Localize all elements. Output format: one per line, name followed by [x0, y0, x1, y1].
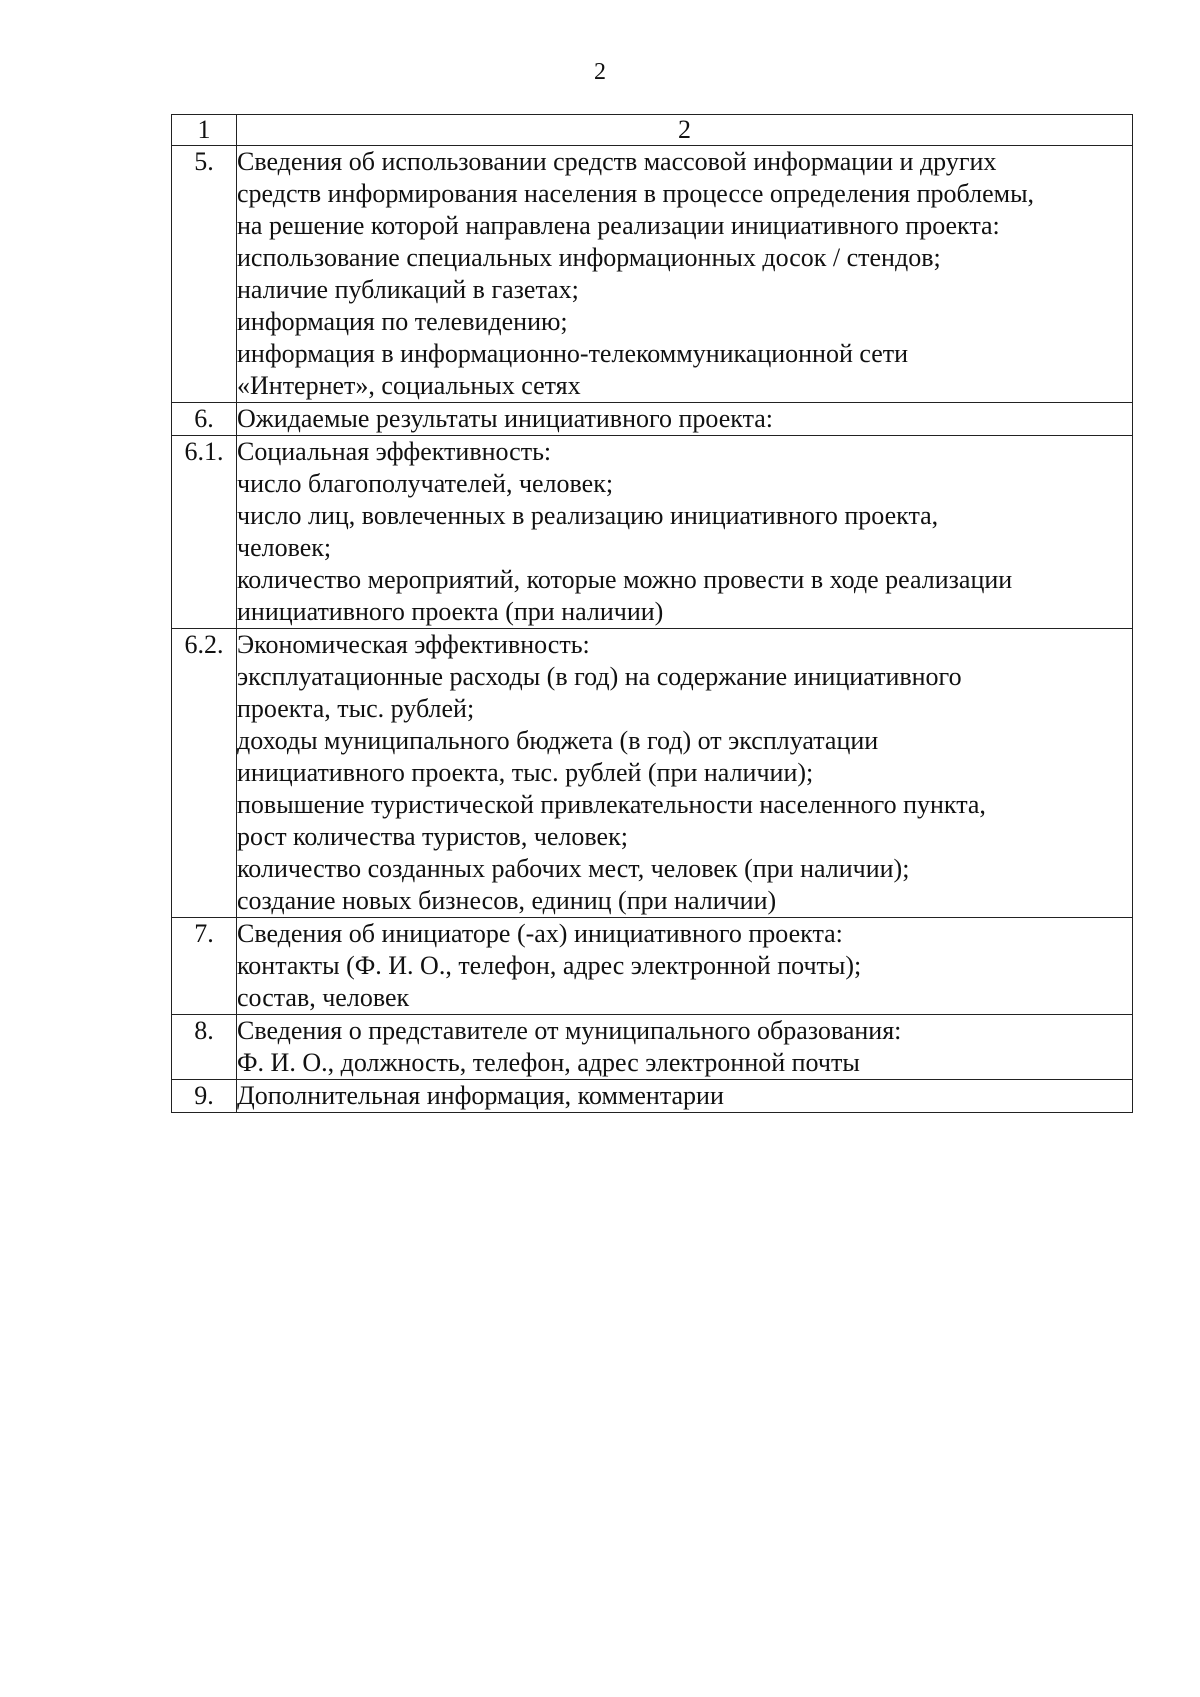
content-line: Дополнительная информация, комментарии: [237, 1081, 724, 1110]
table-header-row: [172, 115, 1133, 146]
table-row: [172, 1015, 1133, 1080]
row-content: [237, 1080, 1133, 1113]
content-line: количество мероприятий, которые можно провести в ходе реализации: [237, 565, 1013, 594]
row-number: 8.: [172, 1015, 237, 1080]
content-line: Экономическая эффективность:: [237, 630, 590, 659]
table-row: [172, 146, 1133, 403]
page-number: 2: [594, 59, 606, 85]
content-line: Сведения об инициаторе (-ах) инициативного проекта:: [237, 919, 843, 948]
content-line: состав, человек: [237, 983, 410, 1012]
row-content: [237, 436, 1133, 629]
content-line: Сведения о представителе от муниципального образования:: [237, 1016, 902, 1045]
content-line: повышение туристической привлекательности населенного пункта,: [237, 790, 986, 819]
row-content: [237, 146, 1133, 403]
document-table: [171, 114, 1133, 1113]
header-col-text: 2: [237, 115, 1133, 146]
table-row: [172, 629, 1133, 918]
table-body: [172, 115, 1133, 1113]
content-line: Социальная эффективность:: [237, 437, 552, 466]
content-line: использование специальных информационных досок / стендов;: [237, 243, 941, 272]
content-line: число лиц, вовлеченных в реализацию инициативного проекта,: [237, 501, 939, 530]
table-row: [172, 1080, 1133, 1113]
content-line: проекта, тыс. рублей;: [237, 694, 475, 723]
content-line: информация в информационно-телекоммуникационной сети: [237, 339, 909, 368]
content-line: рост количества туристов, человек;: [237, 822, 628, 851]
content-line: эксплуатационные расходы (в год) на содержание инициативного: [237, 662, 962, 691]
row-number: 9.: [172, 1080, 237, 1113]
content-line: доходы муниципального бюджета (в год) от эксплуатации: [237, 726, 879, 755]
content-line: Ожидаемые результаты инициативного проекта:: [237, 404, 774, 433]
content-line: Сведения об использовании средств массовой информации и других: [237, 147, 997, 176]
row-content: [237, 629, 1133, 918]
header-col-number: 1: [172, 115, 237, 146]
row-number: 7.: [172, 918, 237, 1015]
content-line: средств информирования населения в процессе определения проблемы,: [237, 179, 1035, 208]
content-line: человек;: [237, 533, 332, 562]
row-content: [237, 1015, 1133, 1080]
content-line: количество созданных рабочих мест, человек (при наличии);: [237, 854, 910, 883]
row-number: 5.: [172, 146, 237, 403]
row-number: 6.1.: [172, 436, 237, 629]
table-row: [172, 403, 1133, 436]
content-line: инициативного проекта, тыс. рублей (при наличии);: [237, 758, 814, 787]
row-content: [237, 918, 1133, 1015]
content-line: инициативного проекта (при наличии): [237, 597, 664, 626]
content-line: Ф. И. О., должность, телефон, адрес электронной почты: [237, 1048, 860, 1077]
content-line: контакты (Ф. И. О., телефон, адрес электронной почты);: [237, 951, 862, 980]
content-line: наличие публикаций в газетах;: [237, 275, 579, 304]
table-row: [172, 918, 1133, 1015]
row-number: 6.: [172, 403, 237, 436]
row-number: 6.2.: [172, 629, 237, 918]
table-row: [172, 436, 1133, 629]
content-line: информация по телевидению;: [237, 307, 568, 336]
content-line: создание новых бизнесов, единиц (при наличии): [237, 886, 777, 915]
content-line: «Интернет», социальных сетях: [237, 371, 581, 400]
content-line: число благополучателей, человек;: [237, 469, 614, 498]
row-content: [237, 403, 1133, 436]
content-line: на решение которой направлена реализации инициативного проекта:: [237, 211, 1000, 240]
